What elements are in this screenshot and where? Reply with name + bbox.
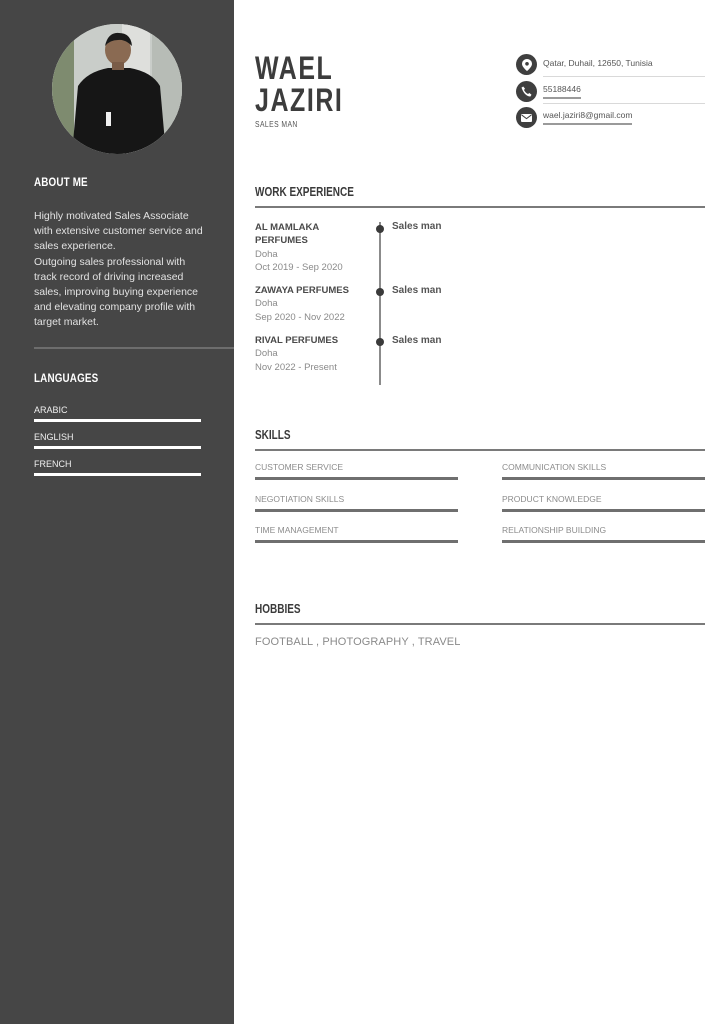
sidebar [0, 0, 234, 1024]
skill-level-bar [502, 477, 705, 480]
language-level-bar [34, 419, 201, 422]
language-level-bar [34, 473, 201, 476]
language-item [34, 432, 201, 449]
contact-phone [516, 81, 581, 102]
job-title: SALES MAN [255, 120, 298, 129]
timeline-dot [376, 338, 384, 346]
about-paragraph: Outgoing sales professional with track record of driving increased sales, improving buying experience and elevating company profile with target market. [34, 255, 199, 329]
timeline-dot [376, 225, 384, 233]
about-text [34, 209, 206, 331]
language-item [34, 459, 201, 476]
work-experience-rule [255, 206, 705, 208]
skill-level-bar [255, 477, 458, 480]
hobbies-rule [255, 623, 705, 625]
timeline-dot [376, 288, 384, 296]
skill-name: TIME MANAGEMENT [255, 525, 339, 535]
last-name: JAZIRI [255, 82, 344, 118]
job-company: AL MAMLAKA PERFUMES [255, 222, 319, 247]
language-name: FRENCH [34, 459, 72, 469]
address-text: Qatar, Duhail, 12650, Tunisia [543, 58, 653, 68]
skill-item [502, 462, 705, 480]
job-city: Doha [255, 298, 278, 310]
hobbies-heading: HOBBIES [255, 602, 301, 616]
skill-name: NEGOTIATION SKILLS [255, 494, 345, 504]
phone-icon [516, 81, 537, 102]
skill-level-bar [502, 540, 705, 543]
contact-email [516, 107, 632, 128]
job-company: RIVAL PERFUMES [255, 335, 339, 346]
timeline-line [379, 222, 381, 385]
about-paragraph: Highly motivated Sales Associate with extensive customer service and sales experience. [34, 210, 203, 253]
main-content [234, 0, 724, 1024]
work-experience-heading: WORK EXPERIENCE [255, 185, 354, 199]
job-entry [255, 221, 365, 275]
skill-level-bar [255, 540, 458, 543]
skill-name: COMMUNICATION SKILLS [502, 462, 607, 472]
job-role: Sales man [392, 335, 442, 346]
language-name: ARABIC [34, 405, 68, 415]
job-role: Sales man [392, 285, 442, 296]
location-pin-icon [516, 54, 537, 75]
job-dates: Sep 2020 - Nov 2022 [255, 311, 345, 323]
skill-item [255, 462, 458, 480]
job-entry [255, 284, 365, 324]
skill-name: CUSTOMER SERVICE [255, 462, 344, 472]
skill-item [255, 525, 458, 543]
contact-divider [543, 103, 705, 104]
job-city: Doha [255, 248, 278, 260]
job-dates: Oct 2019 - Sep 2020 [255, 262, 343, 274]
languages-heading: LANGUAGES [34, 371, 99, 385]
hobbies-text: FOOTBALL , PHOTOGRAPHY , TRAVEL [255, 636, 461, 648]
job-entry [255, 334, 365, 374]
about-heading: ABOUT ME [34, 175, 88, 189]
skill-item [255, 494, 458, 512]
skill-level-bar [255, 509, 458, 512]
skill-name: PRODUCT KNOWLEDGE [502, 494, 602, 504]
first-name: WAEL [255, 50, 334, 86]
language-name: ENGLISH [34, 432, 74, 442]
job-city: Doha [255, 348, 278, 360]
job-company: ZAWAYA PERFUMES [255, 285, 349, 296]
skill-level-bar [502, 509, 705, 512]
envelope-icon [516, 107, 537, 128]
contact-address [516, 54, 653, 75]
email-text[interactable]: wael.jaziri8@gmail.com [543, 110, 632, 125]
phone-text[interactable]: 55188446 [543, 84, 581, 99]
job-dates: Nov 2022 - Present [255, 361, 337, 373]
skill-item [502, 494, 705, 512]
language-item [34, 405, 201, 422]
skills-rule [255, 449, 705, 451]
sidebar-divider [34, 347, 234, 349]
skill-item [502, 525, 705, 543]
skill-name: RELATIONSHIP BUILDING [502, 525, 607, 535]
skills-heading: SKILLS [255, 428, 291, 442]
language-level-bar [34, 446, 201, 449]
job-role: Sales man [392, 221, 442, 232]
contact-divider [543, 76, 705, 77]
profile-photo [52, 24, 182, 154]
